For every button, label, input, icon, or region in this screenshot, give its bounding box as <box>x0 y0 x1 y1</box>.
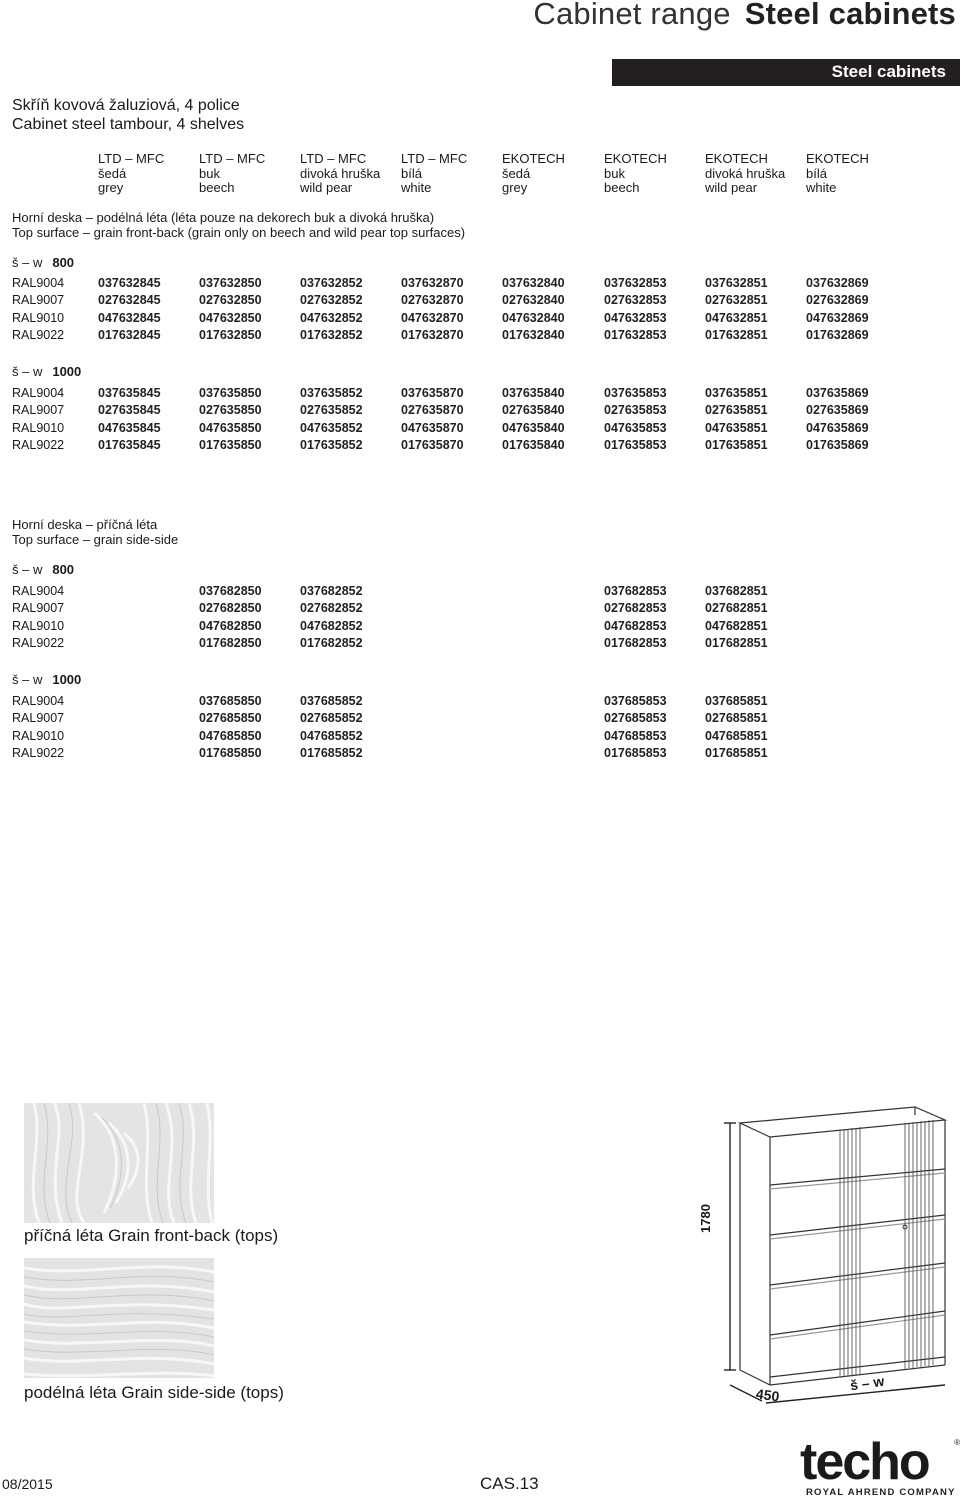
width-value: 800 <box>52 562 75 577</box>
product-code: 047635851 <box>705 420 768 435</box>
table-row <box>0 386 960 403</box>
product-code: 027635840 <box>502 403 565 418</box>
width-label <box>12 255 74 270</box>
ral-color: RAL9022 <box>12 328 65 343</box>
product-code: 027635869 <box>806 403 869 418</box>
product-code: 047632845 <box>98 310 161 325</box>
product-code: 047635845 <box>98 420 161 435</box>
code-table <box>0 584 960 654</box>
product-code: 037685851 <box>705 694 768 708</box>
product-code: 047685852 <box>300 728 363 743</box>
product-code: 017682850 <box>199 636 262 651</box>
product-code: 027682852 <box>300 601 363 616</box>
column-material: LTD – MFC <box>300 151 367 166</box>
column-color-en: wild pear <box>705 180 758 195</box>
product-code: 027632853 <box>604 293 667 308</box>
width-label <box>12 562 74 577</box>
ral-color: RAL9010 <box>12 618 65 633</box>
product-code: 017635845 <box>98 438 161 453</box>
product-code: 017685850 <box>199 746 262 761</box>
section1-note-en: Top surface – grain front-back (grain only on beech and wild pear top surfaces) <box>12 225 466 240</box>
product-code: 037635869 <box>806 386 869 400</box>
page-header-title <box>533 0 956 32</box>
product-code: 027635845 <box>98 403 161 418</box>
product-code: 027685852 <box>300 711 363 726</box>
width-label-text: š – w <box>12 255 43 270</box>
techo-logo <box>800 1433 960 1500</box>
product-code: 047635853 <box>604 420 667 435</box>
table-row <box>0 636 960 653</box>
ral-color: RAL9007 <box>12 711 65 726</box>
product-code: 027635851 <box>705 403 768 418</box>
product-code: 047685850 <box>199 728 262 743</box>
product-code: 047685851 <box>705 728 768 743</box>
product-code: 027635870 <box>401 403 464 418</box>
product-code: 017635852 <box>300 438 363 453</box>
grain-side-side-swatch <box>24 1258 214 1378</box>
product-code: 047635870 <box>401 420 464 435</box>
column-color-cz: bílá <box>401 165 422 181</box>
column-color-cz: buk <box>199 165 220 181</box>
code-table <box>0 276 960 346</box>
column-material: EKOTECH <box>705 151 768 166</box>
product-code: 037635853 <box>604 386 667 400</box>
column-material: LTD – MFC <box>401 151 468 166</box>
logo-text: techo <box>800 1433 929 1491</box>
product-code: 017632852 <box>300 328 363 343</box>
product-code: 027682851 <box>705 601 768 616</box>
product-code: 047632840 <box>502 310 565 325</box>
table-row <box>0 694 960 711</box>
header-title-light: Cabinet range <box>533 0 731 31</box>
product-code: 047632850 <box>199 310 262 325</box>
column-color-en: beech <box>604 180 640 195</box>
product-code: 027685851 <box>705 711 768 726</box>
cabinet-illustration <box>700 1085 960 1415</box>
product-code: 027635850 <box>199 403 262 418</box>
product-code: 017682853 <box>604 636 667 651</box>
product-code: 027685853 <box>604 711 667 726</box>
column-color-cz: šedá <box>502 165 531 181</box>
product-code: 047685853 <box>604 728 667 743</box>
section2-note <box>12 517 178 547</box>
table-row <box>0 729 960 746</box>
table-row <box>0 746 960 763</box>
column-material: LTD – MFC <box>98 151 165 166</box>
column-color-cz: šedá <box>98 165 127 181</box>
table-row <box>0 311 960 328</box>
column-color-en: grey <box>502 180 528 195</box>
table-row <box>0 276 960 293</box>
ral-color: RAL9010 <box>12 310 65 325</box>
column-color-en: wild pear <box>300 180 353 195</box>
product-code: 037635840 <box>502 386 565 400</box>
product-code: 037635852 <box>300 386 363 400</box>
column-header <box>705 152 805 196</box>
column-header <box>199 152 299 196</box>
column-header <box>401 152 501 196</box>
width-label <box>12 672 81 687</box>
column-header <box>502 152 602 196</box>
product-code: 027632870 <box>401 293 464 308</box>
product-code: 037632852 <box>300 276 363 290</box>
product-code: 037632870 <box>401 276 464 290</box>
product-code: 037632851 <box>705 276 768 290</box>
product-code: 017685851 <box>705 746 768 761</box>
product-code: 047682850 <box>199 618 262 633</box>
product-code: 047632851 <box>705 310 768 325</box>
product-code: 037635851 <box>705 386 768 400</box>
ral-color: RAL9007 <box>12 601 65 616</box>
product-code: 027632869 <box>806 293 869 308</box>
product-code: 047635840 <box>502 420 565 435</box>
product-code: 047632852 <box>300 310 363 325</box>
table-row <box>0 584 960 601</box>
product-name-en: Cabinet steel tambour, 4 shelves <box>12 116 245 133</box>
column-color-en: grey <box>98 180 124 195</box>
width-label-text: š – w <box>12 562 43 577</box>
column-color-cz: bílá <box>806 165 827 181</box>
product-code: 037682851 <box>705 584 768 598</box>
product-code: 047632870 <box>401 310 464 325</box>
product-code: 037685850 <box>199 694 262 708</box>
section2-note-cz: Horní deska – příčná léta <box>12 517 158 532</box>
product-code: 027682850 <box>199 601 262 616</box>
ral-color: RAL9010 <box>12 420 65 435</box>
product-code: 027632845 <box>98 293 161 308</box>
registered-mark: ® <box>954 1438 960 1447</box>
product-code: 037635845 <box>98 386 161 400</box>
product-code: 037632850 <box>199 276 262 290</box>
column-header <box>98 152 198 196</box>
table-row <box>0 619 960 636</box>
logo-subtitle: ROYAL AHREND COMPANY <box>806 1487 956 1498</box>
table-row <box>0 328 960 345</box>
cabinet-drawing <box>700 1085 960 1415</box>
width-value: 800 <box>52 255 75 270</box>
header-title-bold: Steel cabinets <box>744 0 956 31</box>
column-color-cz: buk <box>604 165 625 181</box>
code-table <box>0 386 960 456</box>
product-code: 017635840 <box>502 438 565 453</box>
product-code: 017682852 <box>300 636 363 651</box>
width-value: 1000 <box>52 672 82 687</box>
width-label-text: š – w <box>12 364 43 379</box>
code-table <box>0 694 960 764</box>
ral-color: RAL9007 <box>12 403 65 418</box>
table-row <box>0 711 960 728</box>
product-code: 047635852 <box>300 420 363 435</box>
product-code: 017632869 <box>806 328 869 343</box>
product-code: 037632845 <box>98 276 161 290</box>
product-code: 017632845 <box>98 328 161 343</box>
footer-date: 08/2015 <box>2 1476 53 1492</box>
product-code: 037632869 <box>806 276 869 290</box>
column-color-en: white <box>806 180 837 195</box>
table-row <box>0 601 960 618</box>
width-value: 1000 <box>52 364 82 379</box>
section-band: Steel cabinets <box>612 59 960 86</box>
column-material: EKOTECH <box>502 151 565 166</box>
product-code: 017635850 <box>199 438 262 453</box>
ral-color: RAL9022 <box>12 746 65 761</box>
product-code: 037635850 <box>199 386 262 400</box>
product-code: 017685852 <box>300 746 363 761</box>
table-row <box>0 403 960 420</box>
column-header <box>604 152 704 196</box>
ral-color: RAL9022 <box>12 636 65 651</box>
product-code: 017632851 <box>705 328 768 343</box>
depth-dimension: 450 <box>755 1385 781 1405</box>
product-code: 047632869 <box>806 310 869 325</box>
product-code: 027632852 <box>300 293 363 308</box>
product-code: 037682852 <box>300 584 363 598</box>
product-code: 017635869 <box>806 438 869 453</box>
product-code: 017635851 <box>705 438 768 453</box>
ral-color: RAL9007 <box>12 293 65 308</box>
column-material: EKOTECH <box>806 151 869 166</box>
product-code: 017635870 <box>401 438 464 453</box>
column-material: EKOTECH <box>604 151 667 166</box>
grain-front-back-caption: příčná léta Grain front-back (tops) <box>24 1226 279 1245</box>
column-color-en: white <box>401 180 432 195</box>
product-code: 047682853 <box>604 618 667 633</box>
product-code: 047632853 <box>604 310 667 325</box>
product-code: 037685853 <box>604 694 667 708</box>
ral-color: RAL9004 <box>12 694 65 708</box>
grain-side-side-caption: podélná léta Grain side-side (tops) <box>24 1383 284 1402</box>
product-name <box>12 96 244 134</box>
column-color-cz: divoká hruška <box>300 165 381 181</box>
product-code: 017632853 <box>604 328 667 343</box>
grain-front-back-swatch <box>24 1103 214 1223</box>
product-code: 017682851 <box>705 636 768 651</box>
column-material: LTD – MFC <box>199 151 266 166</box>
product-code: 017685853 <box>604 746 667 761</box>
column-color-en: beech <box>199 180 235 195</box>
ral-color: RAL9004 <box>12 276 65 290</box>
product-code: 027632850 <box>199 293 262 308</box>
width-label-text: š – w <box>12 672 43 687</box>
product-code: 047635850 <box>199 420 262 435</box>
product-code: 017635853 <box>604 438 667 453</box>
table-row <box>0 421 960 438</box>
column-color-cz: divoká hruška <box>705 165 786 181</box>
product-code: 017632840 <box>502 328 565 343</box>
product-code: 037682850 <box>199 584 262 598</box>
product-code: 027632851 <box>705 293 768 308</box>
product-code: 027685850 <box>199 711 262 726</box>
section1-note <box>12 210 465 240</box>
ral-color: RAL9004 <box>12 386 65 400</box>
product-code: 027635853 <box>604 403 667 418</box>
product-code: 037632853 <box>604 276 667 290</box>
ral-color: RAL9004 <box>12 584 65 598</box>
product-code: 037632840 <box>502 276 565 290</box>
table-row <box>0 438 960 455</box>
product-code: 037682853 <box>604 584 667 598</box>
product-code: 027682853 <box>604 601 667 616</box>
width-label <box>12 364 81 379</box>
product-code: 017632850 <box>199 328 262 343</box>
width-dimension: š – w <box>849 1372 886 1394</box>
page-number: CAS.13 <box>480 1474 539 1493</box>
column-header <box>806 152 906 196</box>
product-code: 017632870 <box>401 328 464 343</box>
product-code: 047635869 <box>806 420 869 435</box>
product-name-cz: Skříň kovová žaluziová, 4 police <box>12 97 240 114</box>
table-row <box>0 293 960 310</box>
height-dimension: 1780 <box>698 1204 713 1233</box>
product-code: 037685852 <box>300 694 363 708</box>
product-code: 037635870 <box>401 386 464 400</box>
product-code: 047682851 <box>705 618 768 633</box>
section2-note-en: Top surface – grain side-side <box>12 532 179 547</box>
product-code: 027632840 <box>502 293 565 308</box>
product-code: 047682852 <box>300 618 363 633</box>
column-header <box>300 152 400 196</box>
ral-color: RAL9010 <box>12 728 65 743</box>
ral-color: RAL9022 <box>12 438 65 453</box>
product-code: 027635852 <box>300 403 363 418</box>
section1-note-cz: Horní deska – podélná léta (léta pouze na dekorech buk a divoká hruška) <box>12 210 435 225</box>
